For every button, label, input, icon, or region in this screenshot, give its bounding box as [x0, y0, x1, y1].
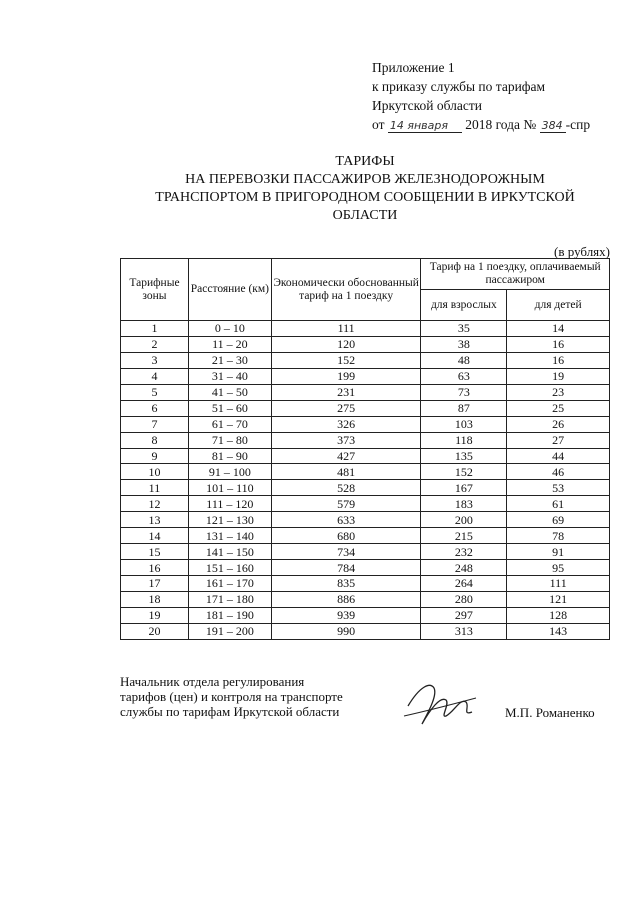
economic-tariff-cell: 528	[271, 480, 421, 496]
economic-tariff-cell: 199	[271, 368, 421, 384]
adult-tariff-cell: 73	[421, 384, 507, 400]
child-tariff-cell: 69	[507, 512, 610, 528]
zone-cell: 15	[121, 544, 189, 560]
table-row	[121, 321, 610, 337]
child-tariff-cell: 46	[507, 464, 610, 480]
header-distance: Расстояние (км)	[188, 259, 271, 321]
table-row	[121, 368, 610, 384]
adult-tariff-cell: 167	[421, 480, 507, 496]
zone-cell: 11	[121, 480, 189, 496]
child-tariff-cell: 25	[507, 400, 610, 416]
adult-tariff-cell: 63	[421, 368, 507, 384]
distance-cell: 61 – 70	[188, 416, 271, 432]
zone-cell: 17	[121, 576, 189, 592]
distance-cell: 151 – 160	[188, 560, 271, 576]
economic-tariff-cell: 835	[271, 576, 421, 592]
child-tariff-cell: 19	[507, 368, 610, 384]
table-row	[121, 464, 610, 480]
economic-tariff-cell: 275	[271, 400, 421, 416]
table-row	[121, 591, 610, 607]
distance-cell: 51 – 60	[188, 400, 271, 416]
child-tariff-cell: 95	[507, 560, 610, 576]
adult-tariff-cell: 38	[421, 336, 507, 352]
distance-cell: 191 – 200	[188, 623, 271, 639]
child-tariff-cell: 128	[507, 607, 610, 623]
position-line-2: тарифов (цен) и контроля на транспорте	[120, 689, 343, 704]
adult-tariff-cell: 87	[421, 400, 507, 416]
table-row	[121, 432, 610, 448]
child-tariff-cell: 53	[507, 480, 610, 496]
table-row	[121, 544, 610, 560]
economic-tariff-cell: 633	[271, 512, 421, 528]
header-passenger-tariff: Тариф на 1 поездку, оплачиваемый пассажиром	[421, 259, 610, 290]
economic-tariff-cell: 111	[271, 321, 421, 337]
header-economic-tariff: Экономически обоснованный тариф на 1 поездку	[271, 259, 421, 321]
economic-tariff-cell: 680	[271, 528, 421, 544]
appendix-block	[372, 58, 590, 134]
zone-cell: 16	[121, 560, 189, 576]
position-line-1: Начальник отдела регулирования	[120, 674, 305, 689]
table-row	[121, 384, 610, 400]
adult-tariff-cell: 313	[421, 623, 507, 639]
economic-tariff-cell: 152	[271, 352, 421, 368]
child-tariff-cell: 91	[507, 544, 610, 560]
economic-tariff-cell: 481	[271, 464, 421, 480]
table-row	[121, 512, 610, 528]
appendix-date-line	[372, 115, 590, 134]
date-prefix: от	[372, 117, 385, 132]
economic-tariff-cell: 784	[271, 560, 421, 576]
adult-tariff-cell: 35	[421, 321, 507, 337]
economic-tariff-cell: 990	[271, 623, 421, 639]
economic-tariff-cell: 231	[271, 384, 421, 400]
child-tariff-cell: 121	[507, 591, 610, 607]
zone-cell: 6	[121, 400, 189, 416]
distance-cell: 131 – 140	[188, 528, 271, 544]
header-children: для детей	[507, 290, 610, 321]
child-tariff-cell: 23	[507, 384, 610, 400]
distance-cell: 111 – 120	[188, 496, 271, 512]
zone-cell: 8	[121, 432, 189, 448]
tariff-table-body	[121, 321, 610, 640]
table-row	[121, 576, 610, 592]
zone-cell: 10	[121, 464, 189, 480]
distance-cell: 181 – 190	[188, 607, 271, 623]
appendix-line-2: к приказу службы по тарифам	[372, 79, 546, 94]
table-row	[121, 480, 610, 496]
signatory-name: М.П. Романенко	[505, 705, 595, 720]
adult-tariff-cell: 248	[421, 560, 507, 576]
economic-tariff-cell: 939	[271, 607, 421, 623]
child-tariff-cell: 44	[507, 448, 610, 464]
economic-tariff-cell: 326	[271, 416, 421, 432]
title-line-4: ОБЛАСТИ	[332, 208, 398, 223]
number-suffix: -спр	[565, 117, 591, 132]
distance-cell: 41 – 50	[188, 384, 271, 400]
distance-cell: 0 – 10	[188, 321, 271, 337]
child-tariff-cell: 27	[507, 432, 610, 448]
zone-cell: 5	[121, 384, 189, 400]
adult-tariff-cell: 183	[421, 496, 507, 512]
adult-tariff-cell: 48	[421, 352, 507, 368]
economic-tariff-cell: 373	[271, 432, 421, 448]
table-row	[121, 607, 610, 623]
economic-tariff-cell: 886	[271, 591, 421, 607]
table-row	[121, 623, 610, 639]
table-row	[121, 336, 610, 352]
signatory-position	[120, 674, 343, 719]
table-row	[121, 528, 610, 544]
economic-tariff-cell: 579	[271, 496, 421, 512]
child-tariff-cell: 78	[507, 528, 610, 544]
title-line-1: ТАРИФЫ	[335, 154, 395, 169]
child-tariff-cell: 14	[507, 321, 610, 337]
adult-tariff-cell: 232	[421, 544, 507, 560]
zone-cell: 14	[121, 528, 189, 544]
adult-tariff-cell: 103	[421, 416, 507, 432]
child-tariff-cell: 26	[507, 416, 610, 432]
adult-tariff-cell: 280	[421, 591, 507, 607]
handwritten-signature-icon	[400, 676, 480, 739]
appendix-line-1: Приложение 1	[372, 60, 455, 75]
handwritten-number: 384	[540, 119, 566, 133]
distance-cell: 141 – 150	[188, 544, 271, 560]
child-tariff-cell: 61	[507, 496, 610, 512]
zone-cell: 20	[121, 623, 189, 639]
economic-tariff-cell: 734	[271, 544, 421, 560]
adult-tariff-cell: 200	[421, 512, 507, 528]
document-title	[120, 153, 610, 225]
distance-cell: 101 – 110	[188, 480, 271, 496]
distance-cell: 71 – 80	[188, 432, 271, 448]
tariff-table	[120, 258, 610, 640]
distance-cell: 31 – 40	[188, 368, 271, 384]
table-row	[121, 352, 610, 368]
year-text: 2018 года №	[465, 117, 537, 132]
child-tariff-cell: 16	[507, 336, 610, 352]
distance-cell: 11 – 20	[188, 336, 271, 352]
zone-cell: 9	[121, 448, 189, 464]
child-tariff-cell: 16	[507, 352, 610, 368]
zone-cell: 12	[121, 496, 189, 512]
header-zones: Тарифные зоны	[121, 259, 189, 321]
zone-cell: 7	[121, 416, 189, 432]
title-line-3: ТРАНСПОРТОМ В ПРИГОРОДНОМ СООБЩЕНИИ В ИРКУТСКОЙ	[155, 190, 575, 205]
table-row	[121, 496, 610, 512]
distance-cell: 121 – 130	[188, 512, 271, 528]
adult-tariff-cell: 215	[421, 528, 507, 544]
adult-tariff-cell: 118	[421, 432, 507, 448]
distance-cell: 161 – 170	[188, 576, 271, 592]
distance-cell: 81 – 90	[188, 448, 271, 464]
table-row	[121, 560, 610, 576]
title-line-2: НА ПЕРЕВОЗКИ ПАССАЖИРОВ ЖЕЛЕЗНОДОРОЖНЫМ	[185, 172, 545, 187]
child-tariff-cell: 143	[507, 623, 610, 639]
zone-cell: 19	[121, 607, 189, 623]
table-row	[121, 448, 610, 464]
zone-cell: 3	[121, 352, 189, 368]
header-adults: для взрослых	[421, 290, 507, 321]
distance-cell: 171 – 180	[188, 591, 271, 607]
zone-cell: 1	[121, 321, 189, 337]
adult-tariff-cell: 135	[421, 448, 507, 464]
distance-cell: 91 – 100	[188, 464, 271, 480]
zone-cell: 2	[121, 336, 189, 352]
table-row	[121, 416, 610, 432]
adult-tariff-cell: 297	[421, 607, 507, 623]
zone-cell: 4	[121, 368, 189, 384]
economic-tariff-cell: 120	[271, 336, 421, 352]
appendix-line-3: Иркутской области	[372, 98, 483, 113]
adult-tariff-cell: 264	[421, 576, 507, 592]
position-line-3: службы по тарифам Иркутской области	[120, 704, 340, 719]
units-note: (в рублях)	[554, 244, 610, 259]
handwritten-date: 14 января	[388, 119, 462, 133]
economic-tariff-cell: 427	[271, 448, 421, 464]
zone-cell: 13	[121, 512, 189, 528]
child-tariff-cell: 111	[507, 576, 610, 592]
adult-tariff-cell: 152	[421, 464, 507, 480]
zone-cell: 18	[121, 591, 189, 607]
table-row	[121, 400, 610, 416]
distance-cell: 21 – 30	[188, 352, 271, 368]
